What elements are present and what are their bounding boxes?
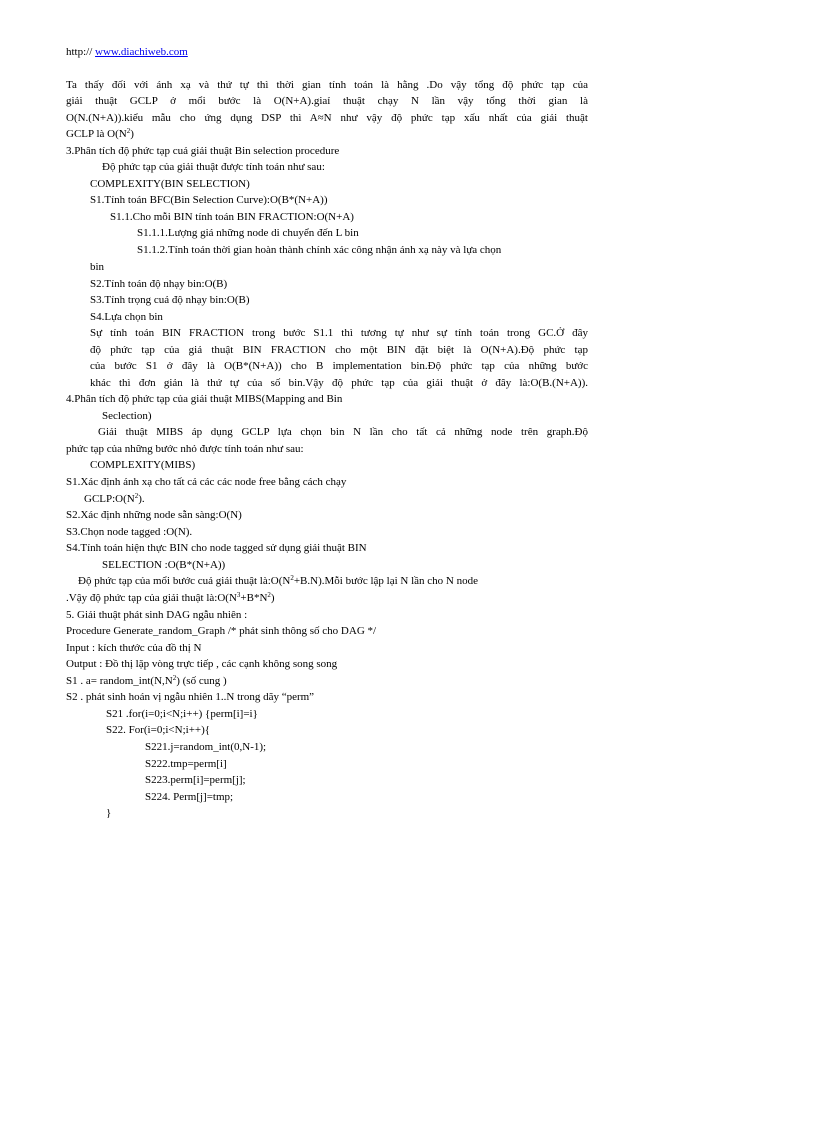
- website-link[interactable]: www.diachiweb.com: [95, 46, 188, 58]
- para1-line2: giải thuật GCLP ở mổi bước là O(N+A).giaỉ thuật chạy N lần vậy tổng thời gian là: [66, 95, 588, 107]
- para1-line4-text: GCLP là O(N: [66, 128, 127, 140]
- section3-para-line3: của bước S1 ở đây là O(B*(N+A)) cho B implementation bin.Độ phức tạp của những bước: [90, 360, 588, 372]
- code-s223: S223.perm[i]=perm[j];: [145, 774, 246, 786]
- section4-step-s4: S4.Tính toán hiện thực BIN cho node tagged sử dụng giải thuật BIN: [66, 542, 367, 554]
- section3-step-s111: S1.1.1.Lượng giá những node di chuyển đến L bin: [137, 227, 359, 239]
- c1-end: +B.N).Mỗi bước lập lại N lần cho N node: [293, 575, 478, 587]
- section3-para-line2: độ phức tạp của giả thuật BIN FRACTION cho một BIN đặt biệt là O(N+A).Độ phức tạp: [90, 344, 588, 356]
- section3-step-s112-cont: bin: [90, 261, 105, 273]
- section3-para-line1: Sự tính toán BIN FRACTION trong bước S1.1 thì tương tự như sự tính toán trong GC.Ở đây: [90, 327, 588, 339]
- c2-end: ): [270, 592, 275, 604]
- code-s22: S22. For(i=0;i<N;i++){: [106, 724, 211, 736]
- section3-step-s3: S3.Tính trọng cuả độ nhạy bin:O(B): [90, 294, 250, 306]
- s1-cont-end: ).: [138, 493, 145, 505]
- url-prefix: http://: [66, 46, 96, 58]
- section3-para-line4: khác thì đơn giản là thứ tự của số bin.Vậy độ phức tạp của giải thuật ở đây là:O(B.(N+A)).: [90, 377, 588, 389]
- section4-complexity-line1: [78, 574, 478, 588]
- section4-step-s1: S1.Xác định ánh xạ cho tất cả các các node free bằng cách chạy: [66, 476, 347, 488]
- superscript: 2: [267, 591, 271, 599]
- s1-end: ) (số cung ): [176, 675, 227, 687]
- superscript: 2: [290, 574, 294, 582]
- para1-line1: Ta thấy đối với ánh xạ và thứ tự thì thời gian tính toán là hằng .Do vậy tổng độ phức tạp của: [66, 79, 588, 91]
- section4-step-s2: S2.Xác định những node sẵn sàng:O(N): [66, 509, 242, 521]
- section4-step-s3: S3.Chọn node tagged :O(N).: [66, 526, 193, 538]
- section3-intro: Độ phức tạp của giải thuật được tính toán như sau:: [102, 161, 325, 173]
- c2-mid: +B*N: [240, 592, 268, 604]
- superscript: 2: [172, 674, 177, 682]
- section4-complexity-line2: [66, 591, 275, 605]
- section3-step-s4: S4.Lựa chọn bin: [90, 311, 163, 323]
- code-s21: S21 .for(i=0;i<N;i++) {perm[i]=i}: [106, 708, 258, 720]
- section4-title-cont: Seclection): [102, 410, 152, 422]
- step-s2-line: S2 . phát sinh hoán vị ngẫu nhiên 1..N trong dãy “perm”: [66, 691, 315, 703]
- input-line: Input : kích thước của đồ thị N: [66, 642, 202, 654]
- section4-step-s1-cont: [84, 492, 145, 506]
- s1-text: S1 . a= random_int(N,N: [66, 675, 173, 687]
- code-s224: S224. Perm[j]=tmp;: [145, 791, 234, 803]
- section3-step-s1: S1.Tính toán BFC(Bin Selection Curve):O(B*(N+A)): [90, 194, 328, 206]
- section3-step-s2: S2.Tính toán độ nhạy bin:O(B): [90, 278, 228, 290]
- code-closing-brace: }: [106, 807, 112, 819]
- superscript: 3: [236, 591, 241, 599]
- section3-step-s112: S1.1.2.Tính toán thời gian hoàn thành chính xác công nhận ánh xạ này và lựa chọn: [137, 244, 502, 256]
- c1-text: Độ phức tạp của mổi bước cuả giải thuật là:O(N: [78, 575, 291, 587]
- para1-line4-end: ): [130, 128, 134, 140]
- section4-para-line1: Giải thuật MIBS áp dụng GCLP lựa chọn bin N lần cho tất cả những node trên graph.Độ: [98, 426, 588, 438]
- section3-complexity: COMPLEXITY(BIN SELECTION): [90, 178, 250, 190]
- superscript: 2: [134, 492, 139, 500]
- para1-line4: [66, 127, 134, 141]
- s1-cont-text: GCLP:O(N: [84, 493, 135, 505]
- section3-step-s11: S1.1.Cho mỗi BIN tính toán BIN FRACTION:O(N+A): [110, 211, 354, 223]
- header-url: [66, 45, 188, 59]
- section4-complexity: COMPLEXITY(MIBS): [90, 459, 196, 471]
- c2-text: .Vậy độ phức tạp của giải thuật là:O(N: [66, 592, 237, 604]
- section4-step-s4-cont: SELECTION :O(B*(N+A)): [102, 559, 226, 571]
- code-s222: S222.tmp=perm[i]: [145, 758, 227, 770]
- section5-title: 5. Giải thuật phát sinh DAG ngẫu nhiên :: [66, 609, 248, 621]
- para1-line3: O(N.(N+A)).kiểu mẫu cho ứng dụng DSP thì A≈N như vậy độ phức tạp xấu nhất của giải thuật: [66, 112, 588, 124]
- section4-title: 4.Phân tích độ phức tạp của giải thuật MIBS(Mapping and Bin: [66, 393, 343, 405]
- section3-title: 3.Phân tích độ phức tạp cuả giải thuật Bin selection procedure: [66, 145, 340, 157]
- code-s221: S221.j=random_int(0,N-1);: [145, 741, 267, 753]
- section4-para-line2: phức tạp của những bước nhỏ được tính toán như sau:: [66, 443, 304, 455]
- step-s1-line: [66, 674, 227, 688]
- output-line: Output : Đồ thị lặp vòng trực tiếp , các cạnh không song song: [66, 658, 338, 670]
- superscript: 2: [126, 127, 131, 135]
- procedure-line: Procedure Generate_random_Graph /* phát sinh thông số cho DAG */: [66, 625, 377, 637]
